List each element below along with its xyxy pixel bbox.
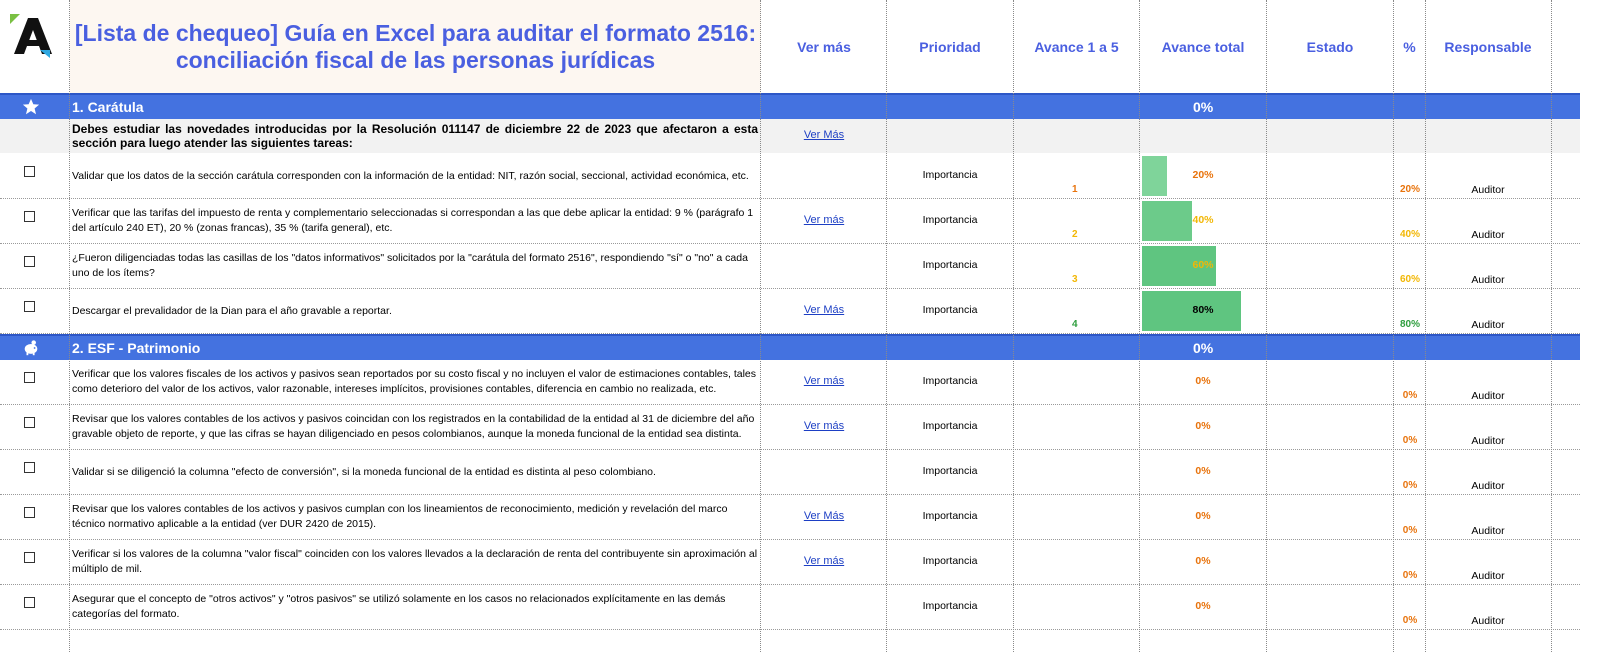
column-header-ver-mas: Ver más <box>797 39 851 55</box>
responsible-cell[interactable]: Auditor <box>1471 525 1505 537</box>
priority-cell[interactable]: Importancia <box>922 304 978 316</box>
ver-mas-link[interactable]: Ver más <box>803 375 845 387</box>
progress-total-label: 80% <box>1192 304 1214 316</box>
task-checkbox[interactable] <box>24 372 35 383</box>
status-percent: 80% <box>1399 319 1420 330</box>
status-percent: 0% <box>1402 435 1418 446</box>
task-text: Verificar si los valores de la columna "valor fiscal" coinciden con los valores llevados a la declaración de renta del contribuyente sin aproximación al múltiplo de mil. <box>72 548 758 575</box>
task-checkbox[interactable] <box>24 462 35 473</box>
ver-mas-link[interactable]: Ver más <box>803 214 845 226</box>
task-text: Asegurar que el concepto de "otros activos" y "otros pasivos" se utilizó solamente en los casos no relacionados explícitamente en las demás categorías del formato. <box>72 593 726 620</box>
progress-total-label: 20% <box>1192 169 1214 181</box>
status-percent: 60% <box>1399 274 1420 285</box>
task-text: Verificar que los valores fiscales de los activos y pasivos sean reportados por su costo fiscal y no incluyen el valor de estimaciones contables, tales como deterioro del valor de los activos, valor razonable, intereses implícitos, provisiones contables, diferencia en cambio no realizada, etc. <box>72 368 757 395</box>
logo <box>0 0 70 94</box>
task-row <box>0 585 1580 630</box>
status-percent: 40% <box>1399 229 1420 240</box>
column-header-responsable: Responsable <box>1444 39 1532 55</box>
task-checkbox[interactable] <box>24 211 35 222</box>
page-title <box>70 0 761 94</box>
task-text: Validar que los datos de la sección carátula corresponden con la información de la entidad: NIT, razón social, seccional, actividad económica, etc. <box>72 169 749 182</box>
task-text: Revisar que los valores contables de los activos y pasivos coincidan con los registrados en la contabilidad de la entidad al 31 de diciembre del año gravable objeto de reporte, y que las cifras se hayan diligenciado en pesos colombianos, aunque la moneda funcional de la entidad sea distinta. <box>72 413 755 440</box>
column-header-percent: % <box>1403 39 1416 55</box>
responsible-cell[interactable]: Auditor <box>1471 184 1505 196</box>
progress-total-label: 40% <box>1192 214 1214 226</box>
progress-level[interactable]: 2 <box>1072 229 1078 240</box>
task-row <box>0 450 1580 495</box>
priority-cell[interactable]: Importancia <box>922 169 978 181</box>
task-text: ¿Fueron diligenciadas todas las casillas de los "datos informativos" solicitados por la "carátula del formato 2516", respondiendo "sí" o "no" a cada uno de los ítems? <box>72 252 748 279</box>
status-percent: 0% <box>1402 570 1418 581</box>
priority-cell[interactable]: Importancia <box>922 465 978 477</box>
progress-total-label: 0% <box>1195 375 1211 387</box>
task-checkbox[interactable] <box>24 256 35 267</box>
column-header-prioridad: Prioridad <box>919 39 981 55</box>
status-percent: 0% <box>1402 390 1418 401</box>
piggy-bank-icon <box>22 339 40 357</box>
column-header-avance-total: Avance total <box>1161 39 1245 55</box>
section-label: 1. Carátula <box>72 99 144 115</box>
priority-cell[interactable]: Importancia <box>922 375 978 387</box>
star-icon <box>22 98 40 116</box>
task-text: Descargar el prevalidador de la Dian para el año gravable a reportar. <box>72 304 392 317</box>
priority-cell[interactable]: Importancia <box>922 510 978 522</box>
sheet-header <box>0 0 1597 94</box>
grid-line <box>69 0 70 652</box>
responsible-cell[interactable]: Auditor <box>1471 615 1505 627</box>
task-row <box>0 289 1580 334</box>
responsible-cell[interactable]: Auditor <box>1471 435 1505 447</box>
responsible-cell[interactable]: Auditor <box>1471 570 1505 582</box>
task-checkbox[interactable] <box>24 166 35 177</box>
task-checkbox[interactable] <box>24 301 35 312</box>
responsible-cell[interactable]: Auditor <box>1471 274 1505 286</box>
progress-level[interactable]: 1 <box>1072 184 1078 195</box>
task-text: Verificar que las tarifas del impuesto de renta y complementario seleccionadas si correspondan a las que debe aplicar la entidad: 9 % (parágrafo 1 del artículo 240 ET), 20 % (zonas francas), 35 % (tarifa general), etc. <box>72 207 754 234</box>
status-percent: 0% <box>1402 525 1418 536</box>
progress-total-label: 0% <box>1195 465 1211 477</box>
priority-cell[interactable]: Importancia <box>922 214 978 226</box>
task-row <box>0 244 1580 289</box>
task-text: Validar si se diligenció la columna "efecto de conversión", si la moneda funcional de la entidad es distinta al peso colombiano. <box>72 465 656 478</box>
note-ver-mas-link[interactable]: Ver Más <box>803 129 845 141</box>
task-row <box>0 360 1580 405</box>
section-note <box>0 119 1580 153</box>
task-row <box>0 495 1580 540</box>
section-label: 2. ESF - Patrimonio <box>72 340 201 356</box>
progress-level[interactable]: 4 <box>1072 319 1078 330</box>
responsible-cell[interactable]: Auditor <box>1471 390 1505 402</box>
section-header-esf-patrimonio[interactable] <box>0 334 1580 360</box>
grid-line <box>1393 0 1394 652</box>
priority-cell[interactable]: Importancia <box>922 259 978 271</box>
responsible-cell[interactable]: Auditor <box>1471 480 1505 492</box>
section-header-caratula[interactable] <box>0 93 1580 119</box>
progress-total-label: 0% <box>1195 510 1211 522</box>
grid-line <box>1551 0 1552 652</box>
grid-line <box>760 0 761 652</box>
priority-cell[interactable]: Importancia <box>922 420 978 432</box>
priority-cell[interactable]: Importancia <box>922 555 978 567</box>
task-row <box>0 199 1580 244</box>
column-header-avance: Avance 1 a 5 <box>1034 39 1119 55</box>
progress-total-label: 60% <box>1192 259 1214 271</box>
note-text: Debes estudiar las novedades introducidas por la Resolución 011147 de diciembre 22 de 2023 que afectaron a esta sección para luego atender las siguientes tareas: <box>72 122 758 150</box>
status-percent: 0% <box>1402 480 1418 491</box>
grid-line <box>1425 0 1426 652</box>
status-percent: 0% <box>1402 615 1418 626</box>
status-percent: 20% <box>1399 184 1420 195</box>
section-total-percent: 0% <box>1193 99 1214 115</box>
progress-total-label: 0% <box>1195 555 1211 567</box>
ver-mas-link[interactable]: Ver Más <box>803 304 845 316</box>
task-checkbox[interactable] <box>24 507 35 518</box>
responsible-cell[interactable]: Auditor <box>1471 319 1505 331</box>
task-checkbox[interactable] <box>24 552 35 563</box>
task-text: Revisar que los valores contables de los activos y pasivos cumplan con los lineamientos de reconocimiento, medición y revelación del marco técnico normativo aplicable a la entidad (ver DUR 2420 de 2015). <box>72 503 728 530</box>
title-line-2: conciliación fiscal de las personas jurídicas <box>175 47 656 73</box>
priority-cell[interactable]: Importancia <box>922 600 978 612</box>
grid-line <box>1013 0 1014 652</box>
title-line-1: [Lista de chequeo] Guía en Excel para auditar el formato 2516: <box>74 20 757 46</box>
actualicese-logo-icon <box>10 14 56 60</box>
progress-total-label: 0% <box>1195 420 1211 432</box>
task-row <box>0 540 1580 585</box>
task-checkbox[interactable] <box>24 417 35 428</box>
column-header-estado: Estado <box>1306 39 1354 55</box>
section-total-percent: 0% <box>1193 340 1214 356</box>
task-row <box>0 154 1580 199</box>
progress-total-label: 0% <box>1195 600 1211 612</box>
ver-mas-link[interactable]: Ver más <box>803 555 845 567</box>
task-checkbox[interactable] <box>24 597 35 608</box>
ver-mas-link[interactable]: Ver más <box>803 420 845 432</box>
grid-line <box>1266 0 1267 652</box>
responsible-cell[interactable]: Auditor <box>1471 229 1505 241</box>
grid-line <box>1139 0 1140 652</box>
progress-level[interactable]: 3 <box>1072 274 1078 285</box>
ver-mas-link[interactable]: Ver Más <box>803 510 845 522</box>
task-row <box>0 405 1580 450</box>
grid-line <box>886 0 887 652</box>
